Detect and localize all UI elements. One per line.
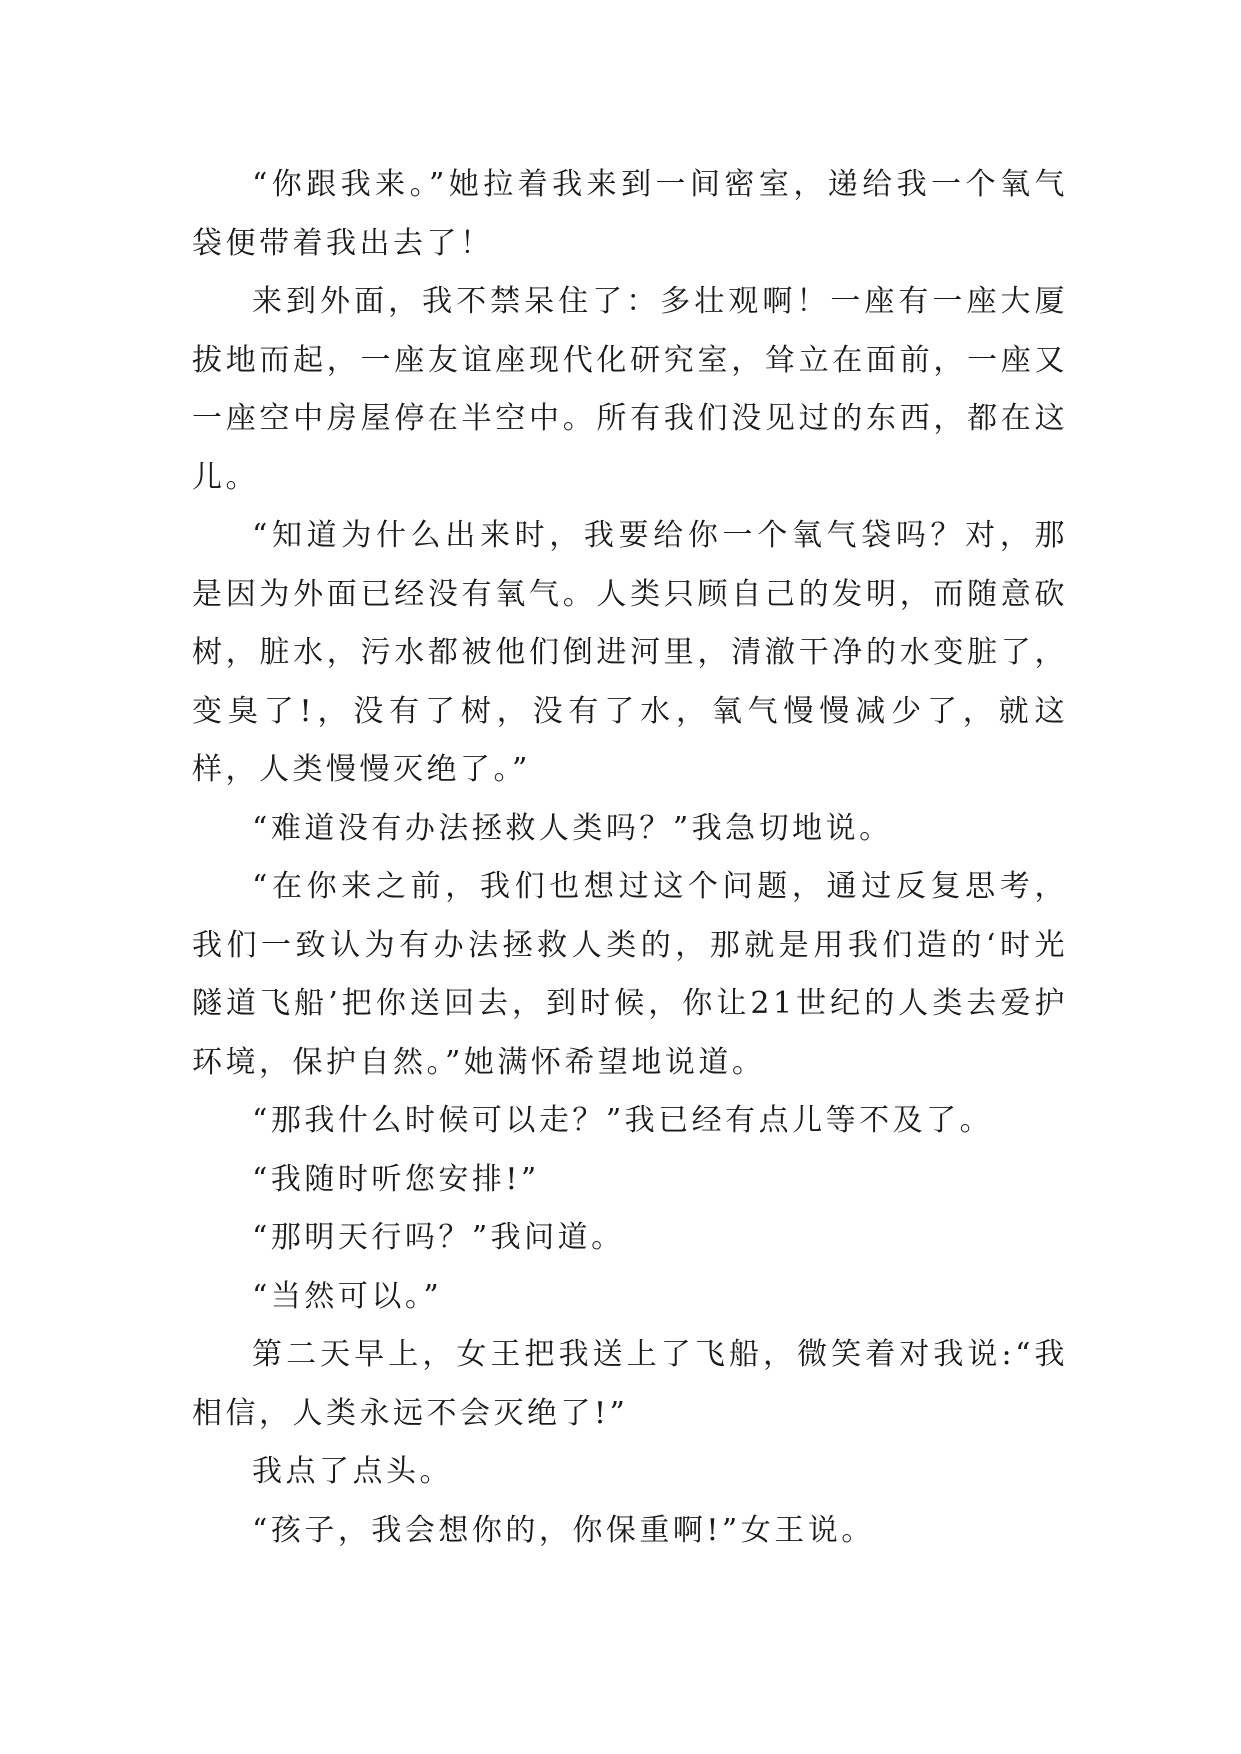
paragraph-10: 第二天早上，女王把我送上了飞船，微笑着对我说:“我相信，人类永远不会灭绝了!” [192, 1337, 1068, 1431]
paragraph-7: “我随时听您安排!” [252, 1161, 540, 1197]
body-text [192, 156, 1068, 1560]
paragraph-2: 来到外面，我不禁呆住了：多壮观啊！一座有一座大厦拔地而起，一座友谊座现代化研究室，耸立在面前，一座又一座空中房屋停在半空中。所有我们没见过的东西，都在这儿。 [192, 284, 1068, 495]
paragraph-6: “那我什么时候可以走？”我已经有点儿等不及了。 [252, 1103, 994, 1138]
paragraph-12: “孩子，我会想你的，你保重啊!”女王说。 [252, 1512, 875, 1548]
paragraph-5: “在你来之前，我们也想过这个问题，通过反复思考，我们一致认为有办法拯救人类的，那就是用我们造的‘时光隧道飞船’把你送回去，到时候，你让21世纪的人类去爱护环境，保护自然。”她满怀希望地说道。 [192, 869, 1068, 1080]
paragraph-8: “那明天行吗？”我问道。 [252, 1220, 625, 1255]
paragraph-1: “你跟我来。”她拉着我来到一间密室，递给我一个氧气袋便带着我出去了！ [192, 167, 1068, 261]
paragraph-11: 我点了点头。 [252, 1454, 453, 1489]
paragraph-9: “当然可以。” [252, 1278, 443, 1314]
paragraph-3: “知道为什么出来时，我要给你一个氧气袋吗？对，那是因为外面已经没有氧气。人类只顾自己的发明，而随意砍树，脏水，污水都被他们倒进河里，清澈干净的水变脏了，变臭了!，没有了树，没有了水，氧气慢慢减少了，就这样，人类慢慢灭绝了。” [192, 518, 1068, 787]
paragraph-4: “难道没有办法拯救人类吗？”我急切地说。 [252, 810, 893, 846]
